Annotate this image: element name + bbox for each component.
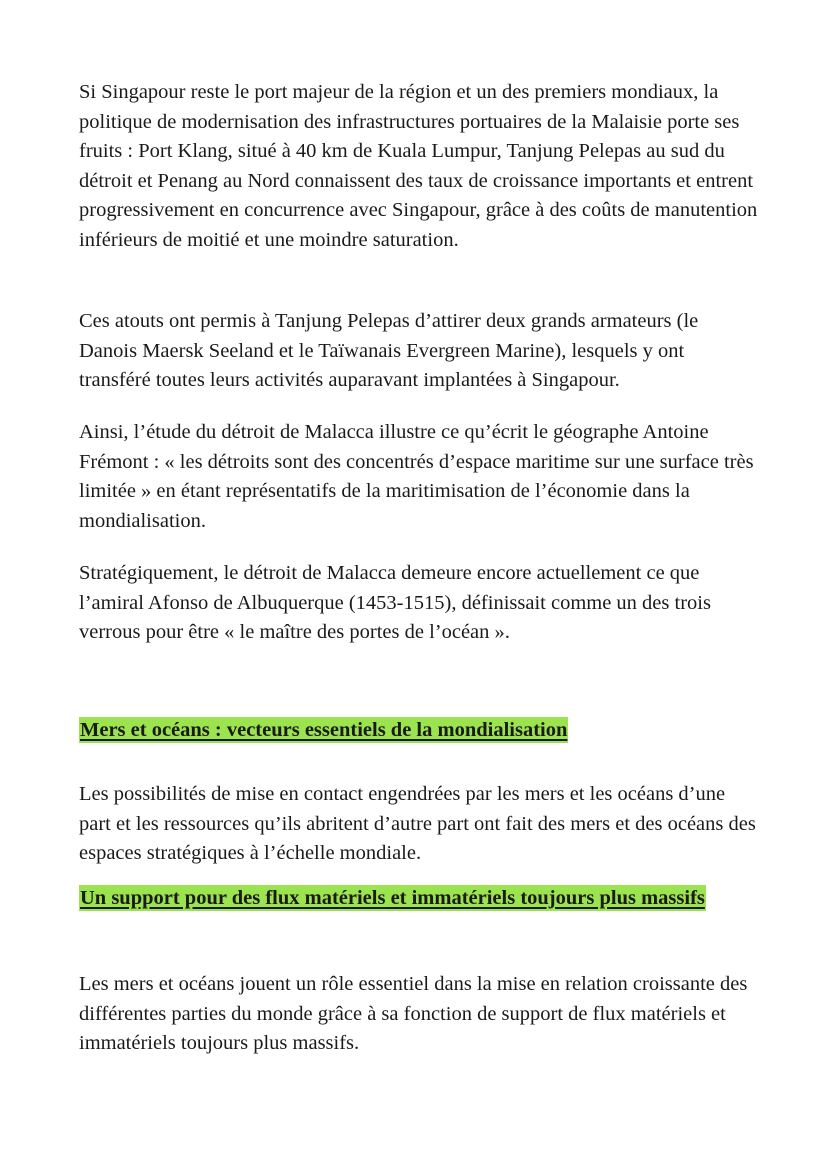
subsection-heading-text: Un support pour des flux matériels et immatériels toujours plus massifs	[80, 887, 705, 909]
paragraph-albuquerque: Stratégiquement, le détroit de Malacca demeure encore actuellement ce que l’amiral Afonso de Albuquerque (1453-1515), définissait comme un des trois verrous pour être « le maître des portes de l’océan ».	[79, 562, 711, 643]
paragraph-espaces-strategiques: Les possibilités de mise en contact engendrées par les mers et les océans d’une part et les ressources qu’ils abritent d’autre part ont fait des mers et des océans des espaces stratégiques à l’échelle mondiale.	[79, 783, 756, 864]
paragraph-singapour-malaisie: Si Singapour reste le port majeur de la région et un des premiers mondiaux, la politique de modernisation des infrastructures portuaires de la Malaisie porte ses fruits : Port Klang, situé à 40 km de Kuala Lumpur, Tanjung Pelepas au sud du détroit et Penang au Nord connaissent des taux de croissance importants et entrent progressivement en concurrence avec Singapour, grâce à des coûts de manutention inférieurs de moitié et une moindre saturation.	[79, 81, 758, 251]
section-heading-mers-oceans	[79, 713, 759, 748]
paragraph-fremont-quote: Ainsi, l’étude du détroit de Malacca illustre ce qu’écrit le géographe Antoine Frémont : « les détroits sont des concentrés d’espace maritime sur une surface très limitée » en étant représentatifs de la maritimisation de l’économie dans la mondialisation.	[79, 421, 754, 532]
subsection-heading-support-flux	[79, 881, 759, 916]
section-heading-text: Mers et océans : vecteurs essentiels de la mondialisation	[80, 719, 568, 741]
paragraph-role-essentiel: Les mers et océans jouent un rôle essentiel dans la mise en relation croissante des différentes parties du monde grâce à sa fonction de support de flux matériels et immatériels toujours plus massifs.	[79, 973, 748, 1054]
paragraph-tanjung-pelepas: Ces atouts ont permis à Tanjung Pelepas d’attirer deux grands armateurs (le Danois Maersk Seeland et le Taïwanais Evergreen Marine), lesquels y ont transféré toutes leurs activités auparavant implantées à Singapour.	[79, 310, 699, 391]
